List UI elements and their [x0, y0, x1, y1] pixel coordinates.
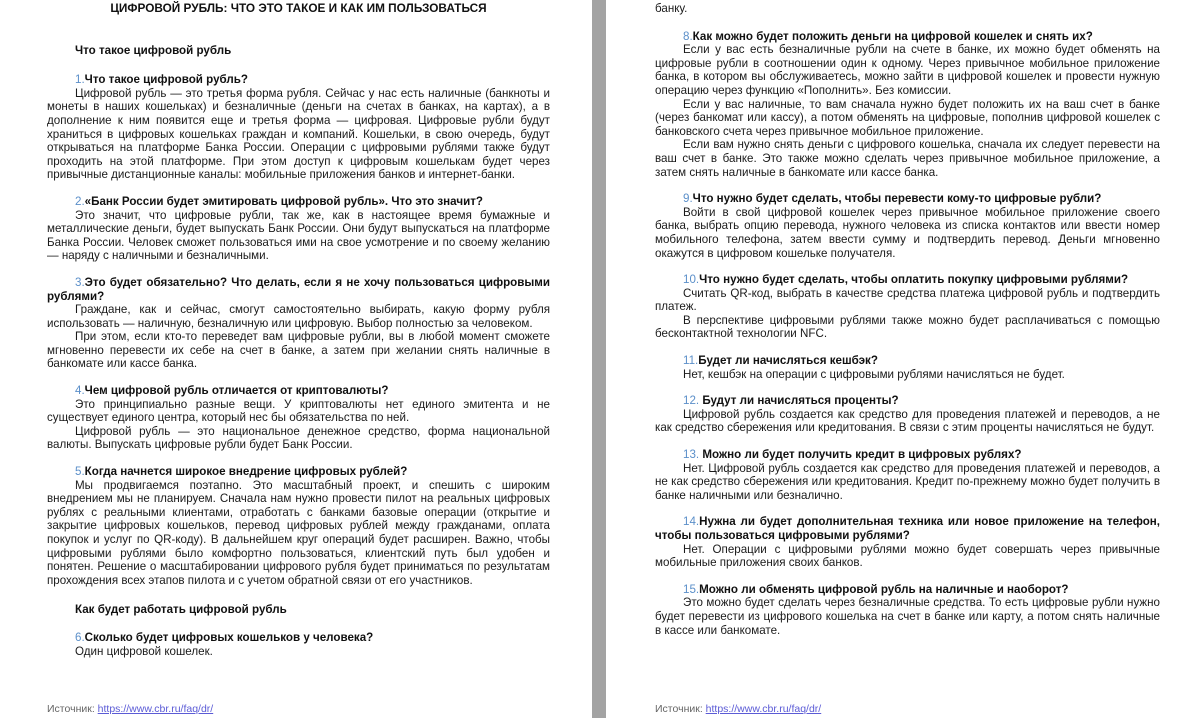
question-text: Чем цифровой рубль отличается от криптовалюты?	[84, 384, 389, 398]
answer-paragraph: Один цифровой кошелек.	[75, 644, 213, 658]
answer-paragraph: Если вам нужно снять деньги с цифрового кошелька, сначала их следует перевести на ваш счет в банке. Это также можно сделать через привычное мобильное приложение, а затем снять наличные в банкомате или кассе банка.	[655, 138, 1160, 179]
answer-paragraph: Мы продвигаемся поэтапно. Это масштабный проект, и спешить с широким внедрением мы не планируем. Сначала нам нужно провести пилот на реальных цифровых рублях с реальными клиентами, отработать с банками базовые операции (открытие и закрытие цифровых кошельков, перевод цифровых рублей между гражданами, оплата покупок и услуг по QR-коду). В дальнейшем круг операций будет расширен. Важно, чтобы цифровыми рублями было комфортно пользоваться, клиентский путь был удобен и понятен. Решение о масштабировании цифрового рубля будет приниматься по результатам прохождения всех этапов пилота и с учетом обратной связи от его участников.	[47, 478, 550, 587]
source-footer	[47, 703, 213, 715]
question-number: 15.	[683, 582, 700, 596]
question-number: 10.	[683, 273, 700, 287]
answer-paragraph: Цифровой рубль создается как средство для проведения платежей и переводов, а не как средство сбережения или кредитования. В связи с этим проценты начисляться не будут.	[655, 407, 1160, 435]
question-6	[47, 631, 550, 645]
question-text: Что такое цифровой рубль?	[84, 73, 248, 87]
answer-paragraph: Цифровой рубль — это третья форма рубля. Сейчас у нас есть наличные (банкноты и монеты в наших кошельках) и безналичные (деньги на счетах в банках, на картах), а в дополнение к ним появится еще и третья форма — цифровая. Цифровые рубли будут храниться в цифровых кошельках граждан и компаний. Кошельки, в свою очередь, будут открываться на платформе Банка России. Операции с цифровыми рублями также будут проходить на этой платформе. При этом доступ к цифровым кошелькам будет через привычные дистанционные каналы: мобильные приложения банков и интернет-банки.	[47, 86, 550, 182]
answer-paragraph: Войти в свой цифровой кошелек через привычное мобильное приложение своего банка, выбрать опцию перевода, нужного человека из списка контактов или ввести номер мобильного телефона, затем ввести сумму и подтвердить перевод. Деньги мгновенно окажутся в цифровом кошельке получателя.	[655, 205, 1160, 260]
question-number: 13.	[683, 448, 700, 462]
question-11	[655, 354, 1160, 368]
source-label: Источник:	[655, 703, 706, 715]
question-text: Можно ли будет получить кредит в цифровых рублях?	[699, 448, 1022, 462]
source-link[interactable]: https://www.cbr.ru/faq/dr/	[705, 703, 822, 715]
answer-paragraph: Считать QR-код, выбрать в качестве средства платежа цифровой рубль и подтвердить платеж.	[655, 286, 1160, 314]
answer-paragraph: При этом, если кто-то переведет вам цифровые рубли, вы в любой момент сможете мгновенно перевести их себе на счет в банке, а затем при желании снять наличные в банкомате или кассе банка.	[47, 330, 550, 371]
answer-paragraph: Это можно будет сделать через безналичные средства. То есть цифровые рубли нужно будет перевести из цифрового кошелька на счет в банке или карту, а потом снять наличные в кассе или банкомате.	[655, 596, 1160, 637]
document-page-right	[606, 0, 1200, 718]
document-page-left	[0, 0, 592, 718]
question-number: 9.	[683, 192, 693, 206]
section-heading: Как будет работать цифровой рубль	[75, 603, 287, 617]
source-footer	[655, 703, 821, 715]
question-1	[47, 73, 550, 87]
page-text-column	[655, 2, 1160, 637]
question-text: Это будет обязательно? Что делать, если я не хочу пользоваться цифровыми рублями?	[47, 275, 550, 303]
answer-paragraph: Нет. Цифровой рубль создается как средство для проведения платежей и переводов, а не как средство сбережения или кредитования. Кредит по-прежнему можно будет получить в банке наличными или безналично.	[655, 461, 1160, 502]
question-12	[655, 394, 1160, 408]
question-4	[47, 384, 550, 398]
question-text: Можно ли обменять цифровой рубль на наличные и наоборот?	[699, 582, 1069, 596]
question-8	[655, 30, 1160, 44]
answer-paragraph: Нет, кешбэк на операции с цифровыми рублями начисляться не будет.	[683, 367, 1065, 381]
section-heading: Что такое цифровой рубль	[75, 43, 232, 57]
question-text: Будет ли начисляться кешбэк?	[698, 354, 878, 368]
page-gap	[592, 0, 606, 718]
question-number: 11.	[683, 354, 699, 368]
question-9	[655, 192, 1160, 206]
source-label: Источник:	[47, 703, 98, 715]
question-text: Когда начнется широкое внедрение цифровых рублей?	[84, 465, 408, 479]
page-text-column	[47, 0, 550, 658]
answer-paragraph: Это значит, что цифровые рубли, так же, как в настоящее время бумажные и металлические деньги, будет выпускать Банк России. Они будут выпускаться на платформе Банка России. Человек сможет пользоваться ими на свое усмотрение и по своему желанию — наряду с наличными и безналичными.	[47, 208, 550, 263]
question-text: Будут ли начисляться проценты?	[699, 394, 899, 408]
continued-text: банку.	[655, 2, 688, 15]
question-14	[655, 515, 1160, 542]
question-number: 1.	[75, 73, 85, 87]
answer-paragraph: Если у вас наличные, то вам сначала нужно будет положить их на ваш счет в банке (через банкомат или кассу), а потом обменять на цифровые, пополнив цифровой кошелек с банковского счета через привычное мобильное приложение.	[655, 97, 1160, 138]
question-number: 8.	[683, 29, 693, 43]
answer-paragraph: В перспективе цифровыми рублями также можно будет расплачиваться с помощью бесконтактной технологии NFC.	[655, 313, 1160, 341]
question-text: Как можно будет положить деньги на цифровой кошелек и снять их?	[692, 29, 1093, 43]
question-text: Что нужно будет сделать, чтобы оплатить покупку цифровыми рублями?	[699, 273, 1129, 287]
question-number: 4.	[75, 384, 85, 398]
question-3	[47, 276, 550, 303]
question-number: 14.	[683, 515, 700, 529]
question-15	[655, 583, 1160, 597]
question-number: 3.	[75, 275, 85, 289]
question-text: Что нужно будет сделать, чтобы перевести кому-то цифровые рубли?	[692, 192, 1102, 206]
answer-paragraph: Нет. Операции с цифровыми рублями можно будет совершать через привычные мобильные приложения своих банков.	[655, 542, 1160, 570]
answer-paragraph: Это принципиально разные вещи. У криптовалюты нет единого эмитента и не существует единого центра, который нес бы обязательства по ней.	[47, 397, 550, 425]
question-number: 6.	[75, 630, 85, 644]
question-number: 5.	[75, 465, 85, 479]
question-text: Нужна ли будет дополнительная техника или новое приложение на телефон, чтобы пользоваться цифровыми рублями?	[655, 515, 1160, 542]
question-number: 2.	[75, 194, 85, 208]
document-title: ЦИФРОВОЙ РУБЛЬ: ЧТО ЭТО ТАКОЕ И КАК ИМ ПОЛЬЗОВАТЬСЯ	[110, 1, 487, 15]
question-text: Сколько будет цифровых кошельков у человека?	[84, 630, 374, 644]
question-10	[655, 273, 1160, 287]
answer-paragraph: Цифровой рубль — это национальное денежное средство, форма национальной валюты. Выпускать цифровые рубли будет Банк России.	[47, 424, 550, 452]
answer-paragraph: Граждане, как и сейчас, смогут самостоятельно выбирать, какую форму рубля использовать — наличную, безналичную или цифровую. Выбор полностью за человеком.	[47, 303, 550, 330]
question-2	[47, 195, 550, 209]
question-number: 12.	[683, 394, 700, 408]
question-5	[47, 465, 550, 479]
source-link[interactable]: https://www.cbr.ru/faq/dr/	[97, 703, 214, 715]
question-13	[655, 448, 1160, 462]
answer-paragraph: Если у вас есть безналичные рубли на счете в банке, их можно будет обменять на цифровые рубли в соотношении один к одному. Через привычное мобильное приложение банка, в котором вы обслуживаетесь, можно зайти в цифровой кошелек и провести нужную операцию через функцию «Пополнить». Без комиссии.	[655, 43, 1160, 97]
question-text: «Банк России будет эмитировать цифровой рубль». Что это значит?	[84, 194, 483, 208]
